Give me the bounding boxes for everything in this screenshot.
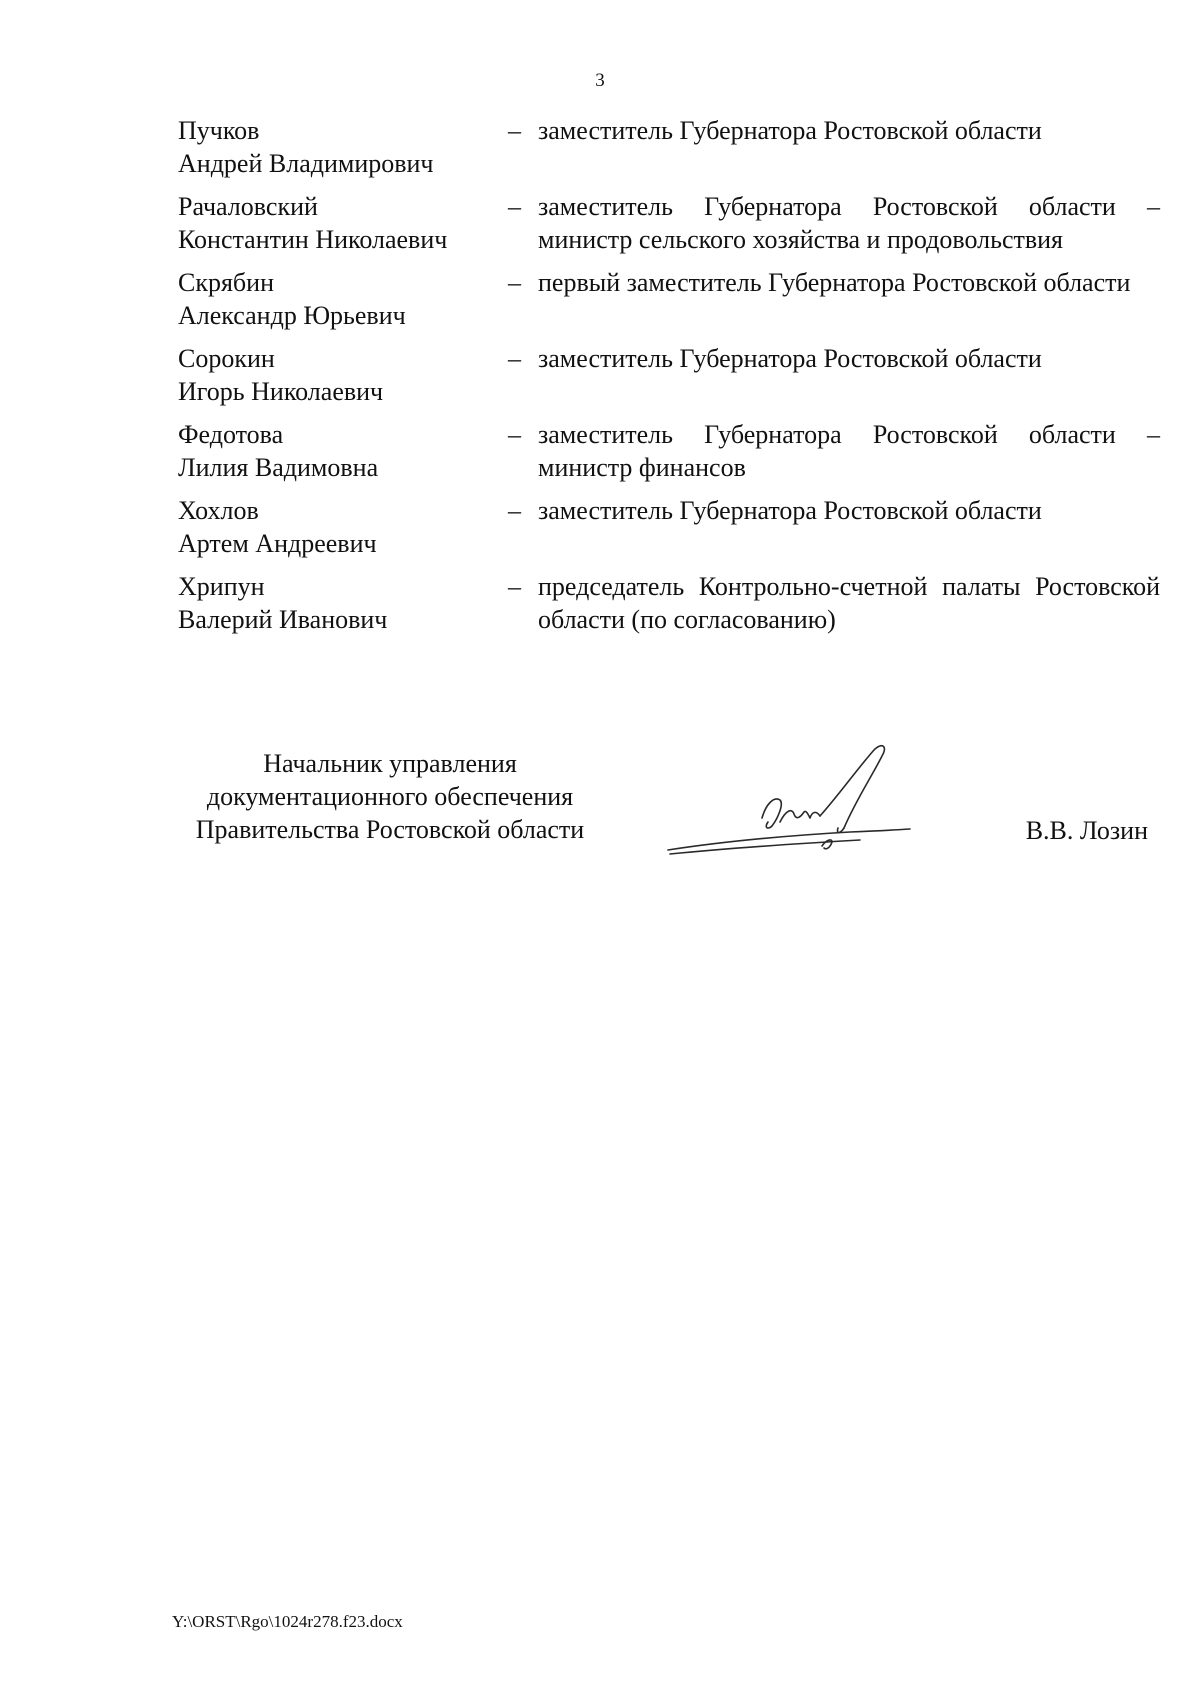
member-given-names: Андрей Владимирович bbox=[178, 149, 434, 178]
signatory-title-line: Начальник управления bbox=[263, 749, 517, 778]
member-row bbox=[178, 494, 1160, 570]
member-dash: – bbox=[508, 496, 521, 525]
page-number: 3 bbox=[595, 70, 605, 91]
member-role: заместитель Губернатора Ростовской области – министр финансов bbox=[538, 420, 1160, 482]
member-row bbox=[178, 266, 1160, 342]
member-surname: Федотова bbox=[178, 420, 284, 449]
member-row bbox=[178, 342, 1160, 418]
member-name bbox=[178, 570, 508, 636]
member-given-names: Александр Юрьевич bbox=[178, 301, 406, 330]
member-role: председатель Контрольно-счетной палаты Ростовской области (по согласованию) bbox=[538, 572, 1160, 634]
member-row bbox=[178, 418, 1160, 494]
member-given-names: Валерий Иванович bbox=[178, 605, 388, 634]
member-given-names: Артем Андреевич bbox=[178, 529, 377, 558]
member-given-names: Лилия Вадимовна bbox=[178, 453, 379, 482]
member-given-names: Игорь Николаевич bbox=[178, 377, 384, 406]
signatory-title-line: Правительства Ростовской области bbox=[195, 815, 585, 844]
member-surname: Хрипун bbox=[178, 572, 265, 601]
member-dash: – bbox=[508, 344, 521, 373]
signer-name: В.В. Лозин bbox=[1025, 816, 1148, 845]
member-surname: Сорокин bbox=[178, 344, 275, 373]
member-dash: – bbox=[508, 268, 521, 297]
member-role: первый заместитель Губернатора Ростовской области bbox=[538, 268, 1131, 297]
member-name bbox=[178, 494, 508, 560]
member-role: заместитель Губернатора Ростовской области bbox=[538, 116, 1042, 145]
member-dash: – bbox=[508, 420, 521, 449]
members-list bbox=[178, 114, 1160, 646]
member-name bbox=[178, 114, 508, 180]
member-role: заместитель Губернатора Ростовской области bbox=[538, 496, 1042, 525]
member-dash: – bbox=[508, 116, 521, 145]
member-dash: – bbox=[508, 572, 521, 601]
member-name bbox=[178, 418, 508, 484]
member-role: заместитель Губернатора Ростовской области bbox=[538, 344, 1042, 373]
member-name bbox=[178, 190, 508, 256]
member-surname: Скрябин bbox=[178, 268, 274, 297]
member-given-names: Константин Николаевич bbox=[178, 225, 448, 254]
member-dash: – bbox=[508, 192, 521, 221]
document-file-path: Y:\ORST\Rgo\1024r278.f23.docx bbox=[172, 1612, 403, 1631]
member-name bbox=[178, 342, 508, 408]
member-role: заместитель Губернатора Ростовской области – министр сельского хозяйства и продовольствия bbox=[538, 192, 1160, 254]
member-surname: Рачаловский bbox=[178, 192, 318, 221]
member-surname: Хохлов bbox=[178, 496, 259, 525]
member-row bbox=[178, 570, 1160, 646]
signatory-title-line: документационного обеспечения bbox=[206, 782, 574, 811]
member-name bbox=[178, 266, 508, 332]
member-row bbox=[178, 190, 1160, 266]
signatory-title bbox=[150, 747, 630, 846]
member-row bbox=[178, 114, 1160, 190]
handwritten-signature bbox=[660, 738, 960, 868]
member-surname: Пучков bbox=[178, 116, 260, 145]
